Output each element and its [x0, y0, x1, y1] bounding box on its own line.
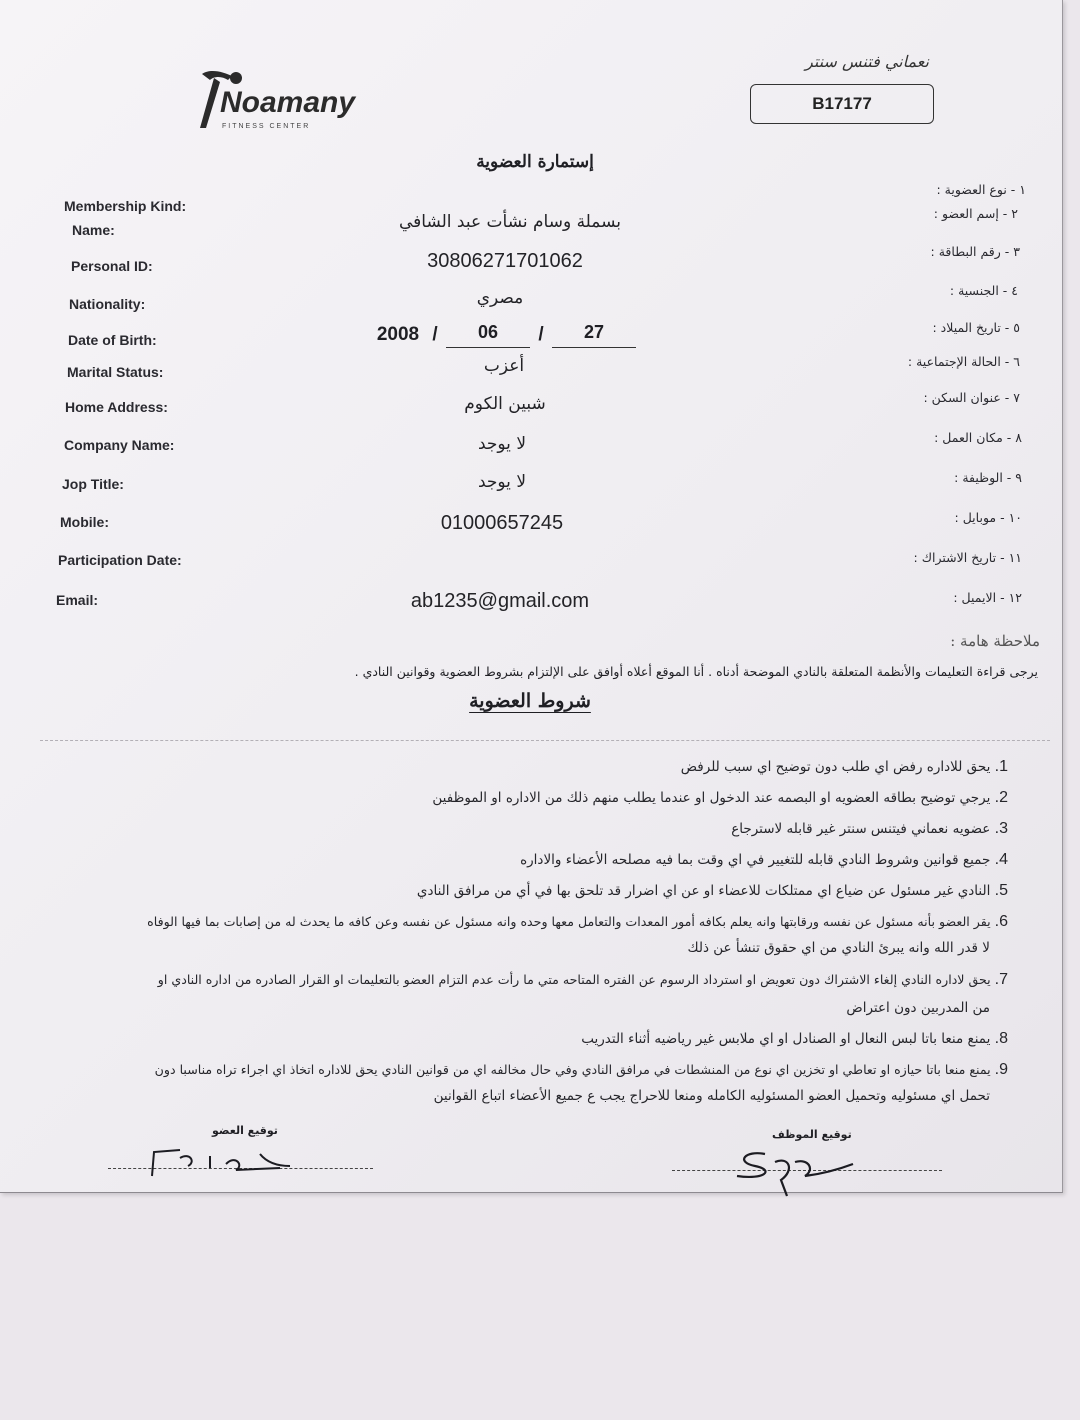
term-item: 9. يمنع منعا باتا حيازه او تعاطي او تخزين اي نوع من المنشطات في مرافق النادي وفي حال مخالفه اي من قوانين النادي يحق للاداره اتخاذ اي اجراء تراه مناسبا دون [154, 1061, 1008, 1078]
label-date-of-birth: Date of Birth: [68, 332, 157, 348]
label-job-title: Jop Title: [62, 476, 124, 492]
label-ar-personal-id: ٣ - رقم البطاقة : [930, 244, 1020, 259]
label-participation-date: Participation Date: [58, 552, 182, 568]
center-name-arabic: نعماني فتنس سنتر [805, 52, 929, 71]
label-ar-participation-date: ١١ - تاريخ الاشتراك : [913, 550, 1022, 565]
label-membership-kind: Membership Kind: [64, 198, 187, 214]
label-ar-membership-kind: ١ - نوع العضوية : [936, 182, 1026, 197]
value-name: بسملة وسام نشأت عبد الشافي [398, 212, 622, 232]
label-name: Name: [72, 222, 115, 238]
value-email: ab1235@gmail.com [410, 590, 590, 612]
term-item: 6. يقر العضو بأنه مسئول عن نفسه ورقابتها وانه يعلم بكافه أمور المعدات والتعامل معها وحده وانه مسئول عن نفسه وعن كافه ما يحدث له من إصابات بما فيها الوفاه [147, 913, 1008, 930]
term-continuation: لا قدر الله وانه يبرئ النادي من اي حقوق تنشأ عن ذلك [687, 940, 990, 956]
dob-separator-2: / [538, 324, 544, 345]
label-nationality: Nationality: [69, 296, 146, 312]
logo-graphic [192, 66, 356, 136]
svg-text:Noamany: Noamany [220, 86, 356, 119]
value-home-address: شبين الكوم [464, 394, 546, 414]
terms-title: شروط العضوية [469, 690, 591, 712]
value-marital-status: أعزب [483, 356, 525, 376]
serial-number: B17177 [750, 84, 934, 124]
term-item: 3. عضويه نعماني فيتنس سنتر غير قابله لاسترجاع [731, 820, 1008, 837]
staff-signature-icon [725, 1140, 865, 1200]
value-mobile: 01000657245 [440, 512, 564, 534]
dob-day-line [552, 347, 636, 348]
svg-text:FITNESS CENTER: FITNESS CENTER [222, 123, 311, 130]
dob-day: 27 [583, 322, 605, 342]
terms-divider [40, 740, 1050, 741]
form-title: إستمارة العضوية [476, 152, 594, 172]
term-item: 5. النادي غير مسئول عن ضياع اي ممتلكات للاعضاء او عن اي اضرار قد تلحق بها في أي من مرافق النادي [416, 882, 1008, 899]
member-signature-icon [140, 1138, 370, 1183]
value-personal-id: 30806271701062 [427, 250, 583, 272]
term-item: 8. يمنع منعا باتا لبس النعال او الصنادل او اي ملابس غير رياضيه أثناء التدريب [581, 1030, 1008, 1047]
value-nationality: مصري [476, 288, 524, 308]
value-job-title: لا يوجد [477, 472, 527, 492]
label-mobile: Mobile: [60, 514, 109, 530]
label-ar-company-name: ٨ - مكان العمل : [934, 430, 1022, 445]
label-ar-nationality: ٤ - الجنسية : [949, 283, 1018, 298]
staff-signature-label: توقيع الموظف [772, 1128, 852, 1141]
dob-month-line [446, 347, 530, 348]
label-ar-marital-status: ٦ - الحالة الإجتماعية : [907, 354, 1020, 369]
label-ar-home-address: ٧ - عنوان السكن : [923, 390, 1020, 405]
label-ar-mobile: ١٠ - موبايل : [954, 510, 1022, 525]
dob-year: 2008 [376, 324, 420, 345]
term-item: 4. جميع قوانين وشروط النادي قابله للتغيير في اي وقت بما فيه مصلحه الأعضاء والاداره [520, 851, 1008, 868]
value-company-name: لا يوجد [477, 434, 527, 454]
label-company-name: Company Name: [64, 437, 175, 453]
noamany-logo [192, 66, 356, 136]
dob-month: 06 [477, 322, 499, 342]
label-ar-date-of-birth: ٥ - تاريخ الميلاد : [932, 320, 1020, 335]
term-item: 1. يحق للاداره رفض اي طلب دون توضيح اي سبب للرفض [680, 758, 1008, 775]
dob-separator-1: / [432, 324, 438, 345]
member-signature-label: توقيع العضو [212, 1124, 278, 1137]
label-ar-email: ١٢ - الايميل : [953, 590, 1022, 605]
label-personal-id: Personal ID: [71, 258, 153, 274]
note-title: ملاحظة هامة : [950, 632, 1040, 650]
label-email: Email: [56, 592, 99, 608]
term-item: 2. يرجي توضيح بطاقه العضويه او البصمه عند الدخول او عندما يطلب منهم ذلك من الاداره او الموظفين [432, 789, 1008, 806]
term-continuation: من المدربين دون اعتراض [846, 1000, 990, 1016]
term-continuation: تحمل اي مسئوليه وتحميل العضو المسئوليه الكامله ومنعا للاحراج يجب ع جميع الأعضاء اتباع القوانين [433, 1088, 990, 1104]
term-item: 7. يحق لاداره النادي إلغاء الاشتراك دون تعويض او استرداد الرسوم عن الفتره المتاحه متي ما رأت عدم التزام العضو بالتعليمات او القرار الصادره من اداره النادي او [157, 971, 1008, 988]
label-ar-job-title: ٩ - الوظيفة : [954, 470, 1022, 485]
label-home-address: Home Address: [65, 399, 168, 415]
label-marital-status: Marital Status: [67, 364, 164, 380]
label-ar-name: ٢ - إسم العضو : [933, 206, 1018, 221]
note-text: يرجى قراءة التعليمات والأنظمة المتعلقة بالنادي الموضحة أدناه . أنا الموقع أعلاه أوافق على الإلتزام بشروط العضوية وقوانين النادي . [354, 664, 1038, 679]
